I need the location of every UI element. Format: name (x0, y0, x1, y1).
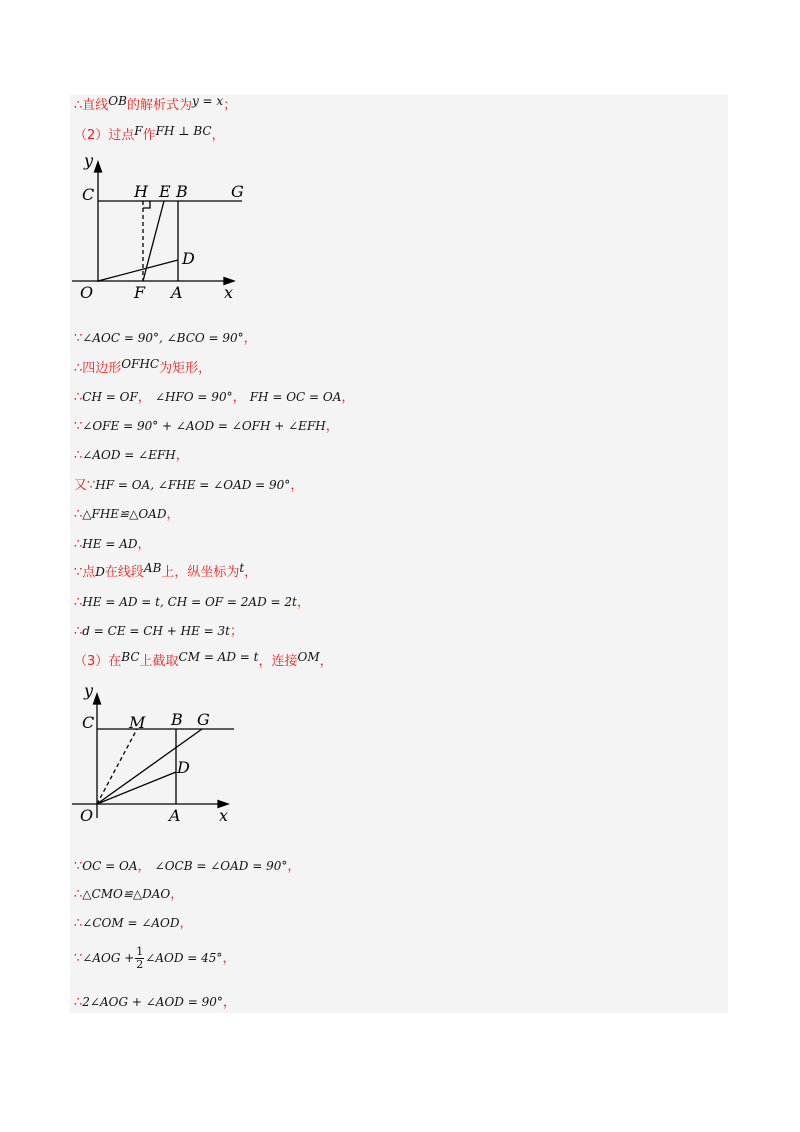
solution-line-4: ∴四边形OFHC为矩形， (74, 357, 212, 376)
dashed-om (97, 729, 137, 804)
solution-line-16: ∴△CMO≌△DAO， (74, 887, 184, 902)
label-y: y (84, 151, 94, 170)
solution-line-8: 又∵HF = OA, ∠FHE = ∠OAD = 90°， (74, 478, 304, 493)
label-h: H (134, 182, 148, 201)
solution-line-7: ∴∠AOD = ∠EFH， (74, 448, 189, 463)
solution-line-1: ∴直线OB的解析式为y = x； (74, 94, 237, 113)
label-m: M (129, 713, 146, 732)
label-g: G (231, 182, 244, 201)
label-d: D (177, 758, 190, 777)
fraction-one-half: $\frac{1}{2}$ (136, 945, 144, 971)
solution-line-5: ∴CH = OF， ∠HFO = 90°， FH = OC = OA， (74, 390, 355, 405)
segment-od (98, 260, 178, 281)
label-g: G (197, 710, 210, 729)
label-x: x (219, 806, 229, 825)
label-c: C (82, 185, 95, 204)
label-o: O (80, 806, 94, 825)
label-f: F (134, 283, 146, 302)
solution-line-9: ∴△FHE≌△OAD， (74, 507, 180, 522)
label-a: A (171, 283, 183, 302)
label-o: O (80, 283, 94, 302)
y-axis-arrow (95, 162, 102, 172)
solution-line-17: ∴∠COM = ∠AOD， (74, 916, 193, 931)
figure-2 (70, 678, 240, 833)
solution-line-2: （2）过点F作FH ⊥ BC， (74, 124, 225, 143)
y-axis-arrow (94, 694, 101, 704)
label-b: B (171, 710, 183, 729)
solution-line-3: ∵∠AOC = 90°, ∠BCO = 90°， (74, 331, 257, 346)
solution-line-13: ∴d = CE = CH + HE = 3t； (74, 624, 243, 639)
solution-line-11: ∵点D在线段AB上，纵坐标为t， (74, 561, 258, 580)
label-b: B (176, 182, 188, 201)
solution-line-6: ∵∠OFE = 90° + ∠AOD = ∠OFH + ∠EFH， (74, 419, 339, 434)
solution-line-14: （3）在BC上截取CM = AD = t，连接OM， (74, 650, 333, 669)
solution-line-19: ∴2∠AOG + ∠AOD = 90°， (74, 995, 236, 1010)
label-e: E (159, 182, 171, 201)
solution-line-15: ∵OC = OA， ∠OCB = ∠OAD = 90°， (74, 859, 301, 874)
label-c: C (82, 713, 95, 732)
label-x: x (224, 283, 234, 302)
label-d: D (182, 249, 195, 268)
right-angle-mark (143, 201, 150, 208)
solution-line-18: ∵∠AOG + $\frac{1}{2}$ ∠AOD = 45°， (74, 945, 236, 971)
label-a: A (169, 806, 181, 825)
solution-line-10: ∴HE = AD， (74, 537, 151, 552)
label-y: y (84, 681, 94, 700)
segment-od (97, 772, 176, 804)
solution-line-12: ∴HE = AD = t, CH = OF = 2AD = 2t， (74, 595, 310, 610)
figure-1 (70, 150, 250, 305)
